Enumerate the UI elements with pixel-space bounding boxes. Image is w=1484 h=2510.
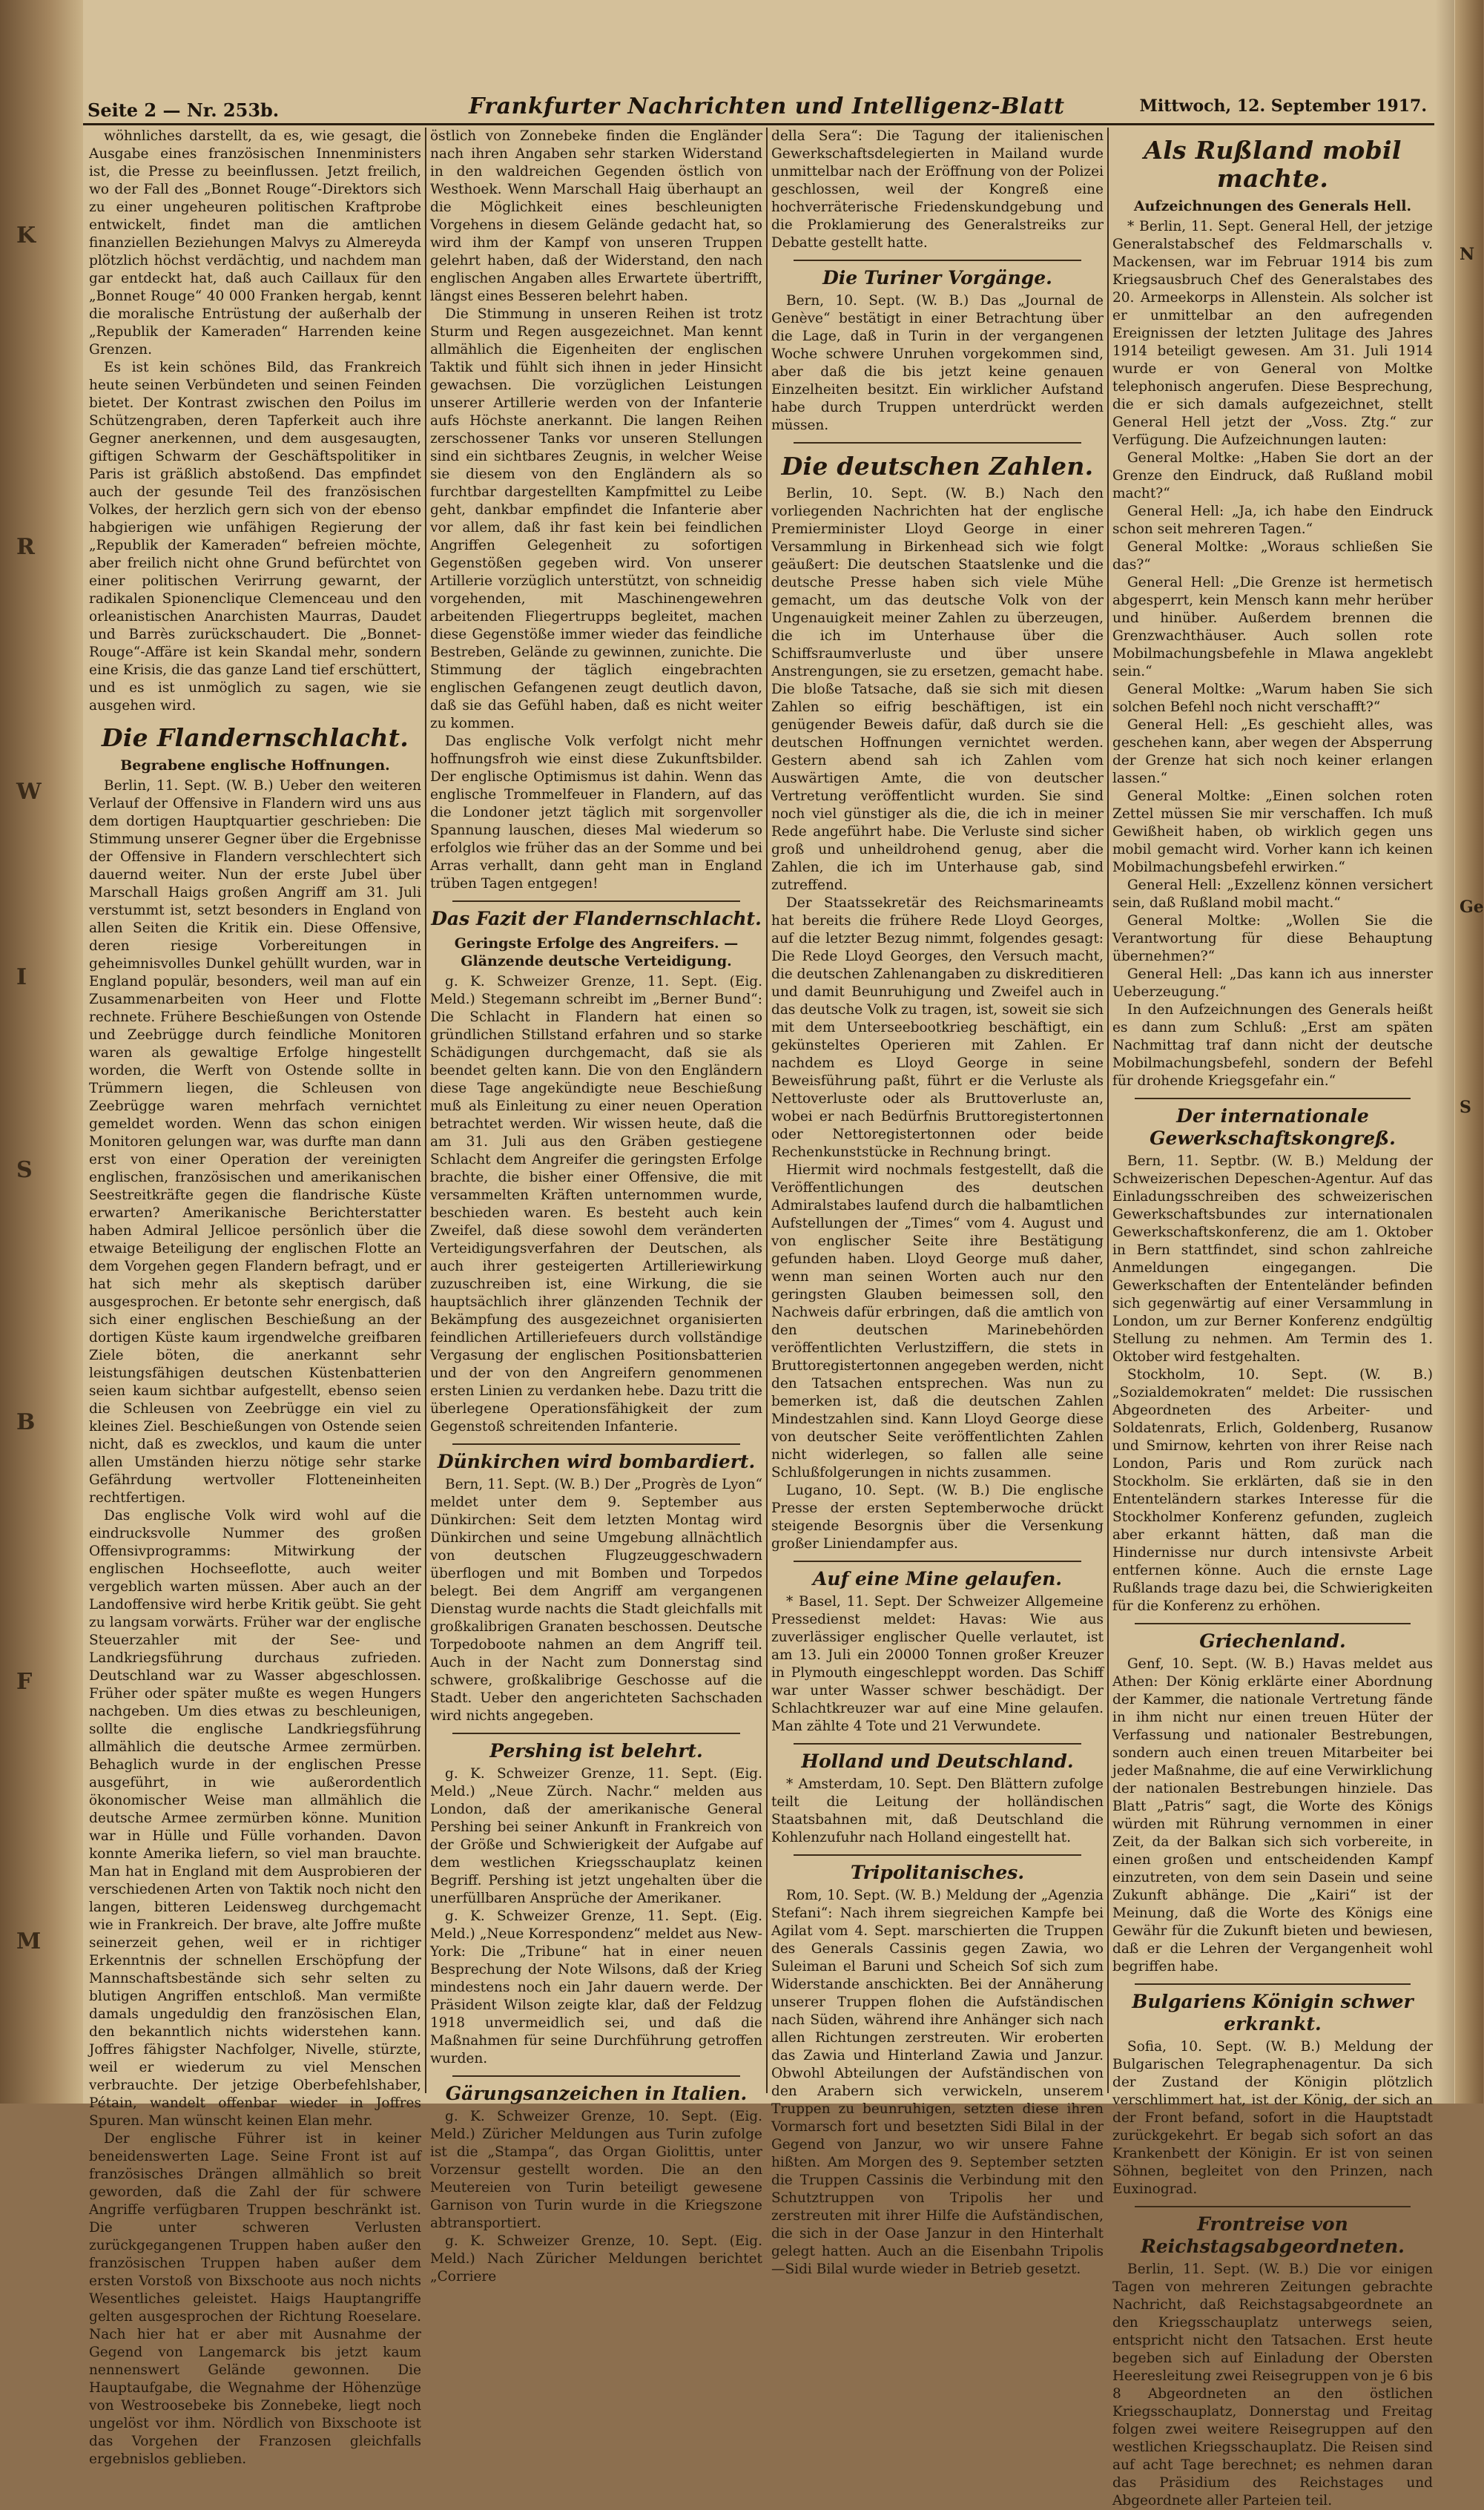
article-paragraph: General Hell: „Das kann ich aus innerster Ueberzeugung.“ <box>1112 966 1433 1000</box>
article-paragraph: Der englische Führer ist in keiner beneidenswerten Lage. Seine Front ist auf französisches Drängen allmählich so breit geworden, daß die Zahl der für schwere Angriffe verfügbaren Truppen beschränkt ist. Die unter schweren Verlusten zurückgegangenen Truppen haben außer den französischen Truppen haben außer dem ersten Vorstoß von Bixschoote aus noch nichts Wesentliches geleistet. Haigs Hauptangriffe gelten ausgesprochen der Richtung Roeselare. Nach hier hat er aber mit Ausnahme der Gegend von Langemarck bis jetzt kaum nennenswert Gelände gewonnen. Die Hauptaufgabe, die Wegnahme der Höhenzüge von Westroosebeke bis Zonnebeke, liegt noch ungelöst vor ihm. Nördlich von Bixschoote ist das Vorgehen der Franzosen gleichfalls ergebnislos geblieben. <box>89 2131 421 2467</box>
article-separator <box>1135 2206 1411 2207</box>
margin-fragment: F <box>16 1669 33 1695</box>
article-paragraph: Rom, 10. Sept. (W. B.) Meldung der „Agenzia Stefani“: Nach ihrem siegreichen Kampfe bei Agilat vom 4. Sept. marschierten die Truppen des Generals Cassinis gegen Zawia, wo Suleiman el Baruni und Scheich Sof sich zum Widerstande anschickten. Bei der Annäherung unserer Truppen flohen die Aufständischen nach Süden, während ihre Anhänger sich nach allen Richtungen zerstreuten. Wir eroberten das Zawia und Hinterland Zawia und Janzur. Obwohl Abteilungen der Aufständischen von den Arabern sich verwickeln, unserem Truppen zu beunruhigen, setzten diese ihren Vormarsch fort und besetzten Sidi Bilal in der Gegend von Janzur, wo wir unsere Fahne hißten. Am Morgen des 9. September setzten die Truppen Cassinis die Verbindung mit den Schutztruppen von Tripolis her und zerstreuten mit ihrer Hilfe die Aufständischen, die sich in der Oase Janzur in den Hinterhalt gelegt hatten. Auch an die Eisenbahn Tripolis—Sidi Bilal wurde wieder in Betrieb gesetzt. <box>771 1888 1104 2277</box>
column-4 <box>1112 128 1433 2509</box>
article-headline: Dünkirchen wird bombardiert. <box>437 1451 756 1472</box>
article-paragraph: Das englische Volk verfolgt nicht mehr hoffnungsfroh wie einst diese Zukunftsbilder. Der englische Optimismus ist dahin. Wenn das englische Trommelfeuer in Flandern, auf das die Londoner jetzt täglich mit sorgenvoller Spannung lauschen, dieses Mal wiederum so erfolglos wie früher das an der Somme und bei Arras verhallt, dann geht man in England trüben Tagen entgegen! <box>430 734 762 892</box>
article-paragraph: General Hell: „Die Grenze ist hermetisch abgesperrt, kein Mensch kann mehr herüber und hinüber. Außerdem brennen die Grenzwachthäuser. Auch sollen rote Mobilmachungsbefehle in Mlawa angeklebt sein.“ <box>1112 575 1433 679</box>
article-paragraph: g. K. Schweizer Grenze, 11. Sept. (Eig. Meld.) Stegemann schreibt im „Berner Bund“: Die Schlacht in Flandern hat einen so gründlichen Stillstand erfahren und so starke Schädigungen durchgemacht, daß sie als beendet gelten kann. Die von den Engländern diese Tage angekündigte neue Beschießung muß als Einleitung zu einer neuen Operation betrachtet werden. Wir wissen heute, daß die am 31. Juli aus den Gräben gestiegene Schlacht dem Angreifer die geringsten Erfolge brachte, die bisher einer Offensive, die mit versammelten Kräften unternommen wurde, beschieden waren. Es besteht auch kein Zweifel, daß diese sowohl dem veränderten Verteidigungsverfahren der Deutschen, als auch ihrer gesteigerten Artilleriewirkung zuzuschreiben ist, eine Wirkung, die sie hauptsächlich ihrer glänzenden Technik der Bekämpfung des ausgezeichnet organisierten feindlichen Artilleriefeuers durch vollständige Vergasung der englischen Positionsbatterien und der von den Angreifern genommenen ersten Linien zu verdanken hebe. Dazu tritt die überlegene Operationsfähigkeit der zum Gegenstoß schreitenden Infanterie. <box>430 974 762 1434</box>
margin-fragment: N <box>1460 245 1475 264</box>
article-headline: Die Flandernschlacht. <box>101 723 409 752</box>
article-separator <box>794 1743 1081 1745</box>
article-headline: Griechenland. <box>1199 1630 1346 1652</box>
article-paragraph: General Moltke: „Warum haben Sie sich solchen Befehl noch nicht verschafft?“ <box>1112 682 1433 715</box>
article-paragraph: g. K. Schweizer Grenze, 11. Sept. (Eig. Meld.) „Neue Zürch. Nachr.“ melden aus London, daß der amerikanische General Pershing bei seiner Ankunft in Frankreich von der Größe und Schwierigkeit der Aufgabe auf dem westlichen Kriegsschauplatz keinen Begriff. Pershing ist jetzt ungehalten über die unerfüllbaren Ansprüche der Amerikaner. <box>430 1766 762 1906</box>
article-headline: Das Fazit der Flandernschlacht. <box>431 908 762 929</box>
article-headline: Bulgariens Königin schwer erkrankt. <box>1132 1991 1414 2035</box>
article-paragraph: Es ist kein schönes Bild, das Frankreich heute seinen Verbündeten und seinen Feinden bietet. Der Kontrast zwischen den Poilus im Schützengraben, deren Tapferkeit auch ihre Gegner anerkennen, und dem ausgesaugten, giftigen Schwarm der Geschäftspolitiker in Paris ist gräßlich abstoßend. Das empfindet auch der gesunde Teil des französischen Volkes, der herzlich gern sich von der ebenso habgierigen wie unfähigen Regierung der „Republik der Kameraden“ befreien möchte, aber freilich nicht ohne Grund befürchtet von einer politischen Verirrung gewarnt, der radikalen Spionenclique Clemenceau und den orleanistischen Anarchisten Maurras, Daudet und Barrès zurückschaudert. Die „Bonnet-Rouge“-Affäre ist kein Skandal mehr, sondern eine Krisis, die das ganze Land tief erschüttert, und es ist unmöglich zu sagen, wie sie ausgehen wird. <box>89 360 421 714</box>
article-paragraph: * Berlin, 11. Sept. General Hell, der jetzige Generalstabschef des Feldmarschalls v. Mackensen, war im Februar 1914 bis zum Kriegsausbruch Chef des Generalstabes des 20. Armeekorps in Allenstein. Als solcher ist er unmittelbar an den aufregenden Ereignissen der letzten Julitage des Jahres 1914 beteiligt gewesen. Am 31. Juli 1914 wurde er von General von Moltke telephonisch angerufen. Diese Besprechung, die er sich damals aufgezeichnet, stellt General Hell jetzt der „Voss. Ztg.“ zur Verfügung. Die Aufzeichnungen lauten: <box>1112 219 1433 448</box>
article-paragraph: Bern, 10. Sept. (W. B.) Das „Journal de Genève“ bestätigt in einer Betrachtung über die Lage, daß in Turin in der vergangenen Woche schwere Unruhen vorgekommen sind, aber daß die bis jetzt keine genauen Einzelheiten besitzt. Ein wirklicher Aufstand habe durch Truppen unterdrückt werden müssen. <box>771 293 1104 433</box>
article-paragraph: Stockholm, 10. Sept. (W. B.) „Sozialdemokraten“ meldet: Die russischen Abgeordneten des Arbeiter- und Soldatenrats, Erlich, Goldenberg, Rusanow und Smirnow, kehrten von ihrer Reise nach London, Paris und Rom zurück nach Stockholm. Sie erklärten, daß sie in den Ententeländern starkes Interesse für die Stockholmer Konferenz gefunden, zugleich aber erkannt hätten, daß man die Hindernisse nur durch intensivste Arbeit entfernen könne. Auch die ernste Lage Rußlands trage dazu bei, die Schwierigkeiten für die Konferenz zu erhöhen. <box>1112 1367 1433 1614</box>
article-separator <box>1135 1098 1411 1099</box>
article-paragraph: General Hell: „Exzellenz können versichert sein, daß Rußland mobil macht.“ <box>1112 877 1433 911</box>
page-number: Seite 2 — Nr. 253b. <box>88 99 280 121</box>
margin-fragment: W <box>16 779 42 805</box>
column-rule <box>1107 128 1109 2093</box>
issue-date: Mittwoch, 12. September 1917. <box>1139 96 1427 116</box>
article-headline: Als Rußland mobil machte. <box>1144 136 1402 193</box>
next-page-edge <box>1455 0 1483 2104</box>
article-paragraph: General Moltke: „Wollen Sie die Verantwortung für diese Behauptung übernehmen?“ <box>1112 913 1433 964</box>
article-paragraph: g. K. Schweizer Grenze, 10. Sept. (Eig. Meld.) Nach Züricher Meldungen berichtet „Corriere <box>430 2233 762 2285</box>
article-separator <box>794 260 1081 261</box>
article-paragraph: Hiermit wird nochmals festgestellt, daß die Veröffentlichungen des deutschen Admiralstabes laufend durch die halbamtlichen Aufstellungen der „Times“ vom 4. August und von englischer Seite ihre Bestätigung gefunden haben. Lloyd George muß daher, wenn man seinen Worten auch nur den geringsten Glauben beimessen soll, den Nachweis dafür erbringen, daß die amtlich von den deutschen Marinebehörden veröffentlichten Verlustziffern, die stets in Bruttoregistertonnen angegeben werden, nicht den Tatsachen entsprechen. Was nun zu bemerken ist, daß die deutschen Zahlen Mindestzahlen sind. Kann Lloyd George diese von deutscher Seite veröffentlichten Zahlen nicht widerlegen, so fallen alle seine Schlußfolgerungen in nichts zusammen. <box>771 1162 1104 1480</box>
margin-fragment: M <box>16 1928 42 1954</box>
article-headline: Auf eine Mine gelaufen. <box>813 1568 1062 1590</box>
article-separator <box>452 2075 740 2077</box>
article-headline: Die deutschen Zahlen. <box>781 452 1094 481</box>
article-subheadline: Geringste Erfolge des Angreifers. — Glänzende deutsche Verteidigung. <box>454 935 739 969</box>
article-paragraph: Der Staatssekretär des Reichsmarineamts hat bereits die frühere Rede Lloyd Georges, auf die letzter Bezug nimmt, folgendes gesagt: Die Rede Lloyd Georges, den Versuch macht, die deutschen Zahlenangaben zu diskreditieren und damit Beunruhigung und Zweifel auch in das deutsche Volk zu tragen, ist, soweit sie sich mit dem Unterseebootkrieg beschäftigt, ein gekünsteltes Operieren mit Zahlen. Er nachdem es Lloyd George in seine Beweisführung paßt, führt er die Verluste als Nettoverluste oder als Bruttoverluste an, wobei er nach Bedürfnis Bruttoregistertonnen oder Nettoregistertonnen oder beide Rechenkunststücke in Rechnung bringt. <box>771 895 1104 1160</box>
article-separator <box>1135 1623 1411 1624</box>
article-paragraph: Bern, 11. Sept. (W. B.) Der „Progrès de Lyon“ meldet unter dem 9. September aus Dünkirchen: Seit dem letzten Montag wird Dünkirchen und seine Umgebung allnächtlich von deutschen Flugzeuggeschwadern überflogen und mit Bomben und Torpedos belegt. Bei dem Angriff am vergangenen Dienstag wurde nachts die Stadt gleichfalls mit großkalibrigen Granaten beschossen. Deutsche Torpedoboote nahmen an dem Angriff teil. Auch in der Nacht zum Donnerstag sind schwere, großkalibrige Geschosse auf die Stadt. Ueber den angerichteten Sachschaden wird nichts angegeben. <box>430 1477 762 1724</box>
article-paragraph: Lugano, 10. Sept. (W. B.) Die englische Presse der ersten Septemberwoche drückt steigende Besorgnis über die Versenkung großer Liniendampfer aus. <box>771 1483 1104 1552</box>
article-paragraph: General Moltke: „Einen solchen roten Zettel müssen Sie mir verschaffen. Ich muß Gewißheit haben, ob wirklich gegen uns mobil gemacht wird. Vorher kann ich keinen Mobilmachungsbefehl erwirken.“ <box>1112 788 1433 875</box>
margin-fragment: K <box>16 223 36 248</box>
column-rule <box>766 128 768 2093</box>
article-headline: Frontreise von Reichstagsabgeordneten. <box>1141 2213 1405 2257</box>
column-1 <box>89 128 421 2467</box>
article-paragraph: General Hell: „Ja, ich habe den Eindruck schon seit mehreren Tagen.“ <box>1112 504 1433 537</box>
article-separator <box>1135 1983 1411 1985</box>
article-paragraph: * Basel, 11. Sept. Der Schweizer Allgemeine Pressedienst meldet: Havas: Wie aus zuverlässiger englischer Quelle verlautet, ist am 13. Juli ein 20000 Tonnen großer Kreuzer in Plymouth eingeschleppt worden. Das Schiff war unter Wasser schwer beschädigt. Der Schlachtkreuzer war auf eine Mine gelaufen. Man zählte 4 Tote und 21 Verwundete. <box>771 1594 1104 1734</box>
article-headline: Holland und Deutschland. <box>801 1750 1074 1772</box>
article-headline: Der internationale Gewerkschaftskongreß. <box>1150 1105 1396 1149</box>
page-fold-shadow <box>1435 0 1454 2104</box>
article-paragraph: In den Aufzeichnungen des Generals heißt es dann zum Schluß: „Erst am späten Nachmittag traf dann nicht der deutsche Mobilmachungsbefehl, sondern der Befehl für drohende Kriegsgefahr ein.“ <box>1112 1002 1433 1089</box>
previous-page-edge <box>0 0 83 2104</box>
column-3 <box>771 128 1104 2277</box>
header-rule <box>83 123 1434 125</box>
page-header <box>83 89 1434 126</box>
article-paragraph: Berlin, 11. Sept. (W. B.) Ueber den weiteren Verlauf der Offensive in Flandern wird uns aus dem dortigen Hauptquartier geschrieben: Die Stimmung unserer Gegner über die Ergebnisse der Offensive in Flandern verschlechtert sich dauernd weiter. Nun der erste Jubel über Marschall Haigs großen Angriff am 31. Juli verstummt ist, setzt besonders in England von allen Seiten die Kritik ein. Diese Offensive, deren riesige Vorbereitungen in geheimnisvolles Dunkel gehüllt wurden, war in England populär, besonders, weil man auf ein Zusammenarbeiten von Heer und Flotte rechnete. Frühere Beschießungen von Ostende und Zeebrügge durch feindliche Monitoren waren als gewaltige Erfolge hingestellt worden, die Werft von Ostende sollte in Trümmern liegen, die Schleusen von Zeebrügge waren mehrfach vernichtet gemeldet worden. Wenn das schon einigen Monitoren gelungen war, was durfte man dann erst von einer Operation der vereinigten englischen, französischen und amerikanischen Seestreitkräfte gegen die flandrische Küste erwarten? Amerikanische Berichterstatter haben Admiral Jellicoe persönlich über die etwaige Beteiligung der englischen Flotte an dem Vorgehen gegen Flandern befragt, und er hat sich mehr als skeptisch darüber ausgesprochen. Er betonte sehr energisch, daß sich einer englischen Beschießung an der dortigen Küste kaum irgendwelche greifbaren Ziele böten, die anerkannt sehr leistungsfähigen deutschen Küstenbatterien seien kaum sichtbar aufgestellt, ebenso seien die Schleusen von Zeebrügge ein viel zu kleines Ziel. Beschießungen von Ostende seien nicht, daß es zwecklos, und kaum die unter allen Umständen hierzu nötige sehr starke Gefährdung wertvoller Flotteneinheiten rechtfertigen. <box>89 778 421 1506</box>
article-paragraph: Das englische Volk wird wohl auf die eindrucksvolle Nummer des großen Offensivprogramms: Mitwirkung der englischen Hochseeflotte, auch weiter vergeblich warten müssen. Aber auch an der Landoffensive wird herbe Kritik geübt. Sie geht zu langsam vorwärts. Früher war der englische Steuerzahler mit der See- und Landkriegsführung durchaus zufrieden. Deutschland war zu Wasser abgeschlossen. Früher oder später mußte es wegen Hungers nachgeben. Um dies etwas zu beschleunigen, sollte die englische Landkriegsführung allmählich die deutsche Armee zermürben. Behaglich wurde in der englischen Presse ausgeführt, in wie außerordentlich ökonomischer Weise man allmählich die deutsche Armee zermürben könne. Munition war in Hülle und Fülle vorhanden. Davon konnte Amerika liefern, so viel man brauchte. Man hat in England mit dem Ausprobieren der verschiedenen Arten von Taktik noch nicht den langen, bitteren Leidensweg durchgemacht wie in Frankreich. Der brave, alte Joffre mußte seinerzeit gehen, weil er in richtiger Erkenntnis der schnellen Erschöpfung der Mannschaftsbestände sich sehr selten zu blutigen Angriffen entschloß. Man vermißte damals ungeduldig den französischen Elan, den bekanntlich nichts widerstehen kann. Joffres fähigster Nachfolger, Nivelle, stürzte, weil er wiederum zu viel Menschen verbrauchte. Der jetzige Oberbefehlshaber, Pétain, wandelt offenbar wieder in Joffres Spuren. Man wünscht keinen Elan mehr. <box>89 1508 421 2129</box>
article-headline: Die Turiner Vorgänge. <box>822 267 1052 289</box>
margin-fragment: Ge <box>1460 897 1484 917</box>
article-paragraph: Berlin, 10. Sept. (W. B.) Nach den vorliegenden Nachrichten hat der englische Premierminister Lloyd George in einer Versammlung in Birkenhead sich wie folgt geäußert: Die deutschen Staatslenke und die deutsche Presse haben sich viele Mühe gemacht, um das deutsche Volk von der Ungenauigkeit meiner Zahlen zu überzeugen, die ich im Unterhause über die Schiffsraumverluste und über unsere Anstrengungen, sie zu ersetzen, gemacht habe. Die bloße Tatsache, daß sie sich mit diesen Zahlen so eifrig beschäftigen, ist ein genügender Beweis dafür, daß durch sie die deutschen Hoffnungen vernichtet werden. Gestern abend sah ich Zahlen vom Auswärtigen Amte, die von deutscher Vertretung veröffentlicht wurden. Sie sind noch viel günstiger als die, die ich in meiner Rede angeführt habe. Die Verluste sind sicher groß und unheildrohend genug, aber die Zahlen, die ich im Unterhause gab, sind zutreffend. <box>771 486 1104 893</box>
article-paragraph: östlich von Zonnebeke finden die Engländer nach ihren Angaben sehr starken Widerstand in den waldreichen Gegenden östlich von Westhoek. Wenn Marschall Haig überhaupt an die Möglichkeit eines beschleunigten Vorgehens in diesem Gelände gedacht hat, so wird ihm der Kampf von unseren Truppen gelehrt haben, daß der Widerstand, den nach englischen Angaben alles Erwartete übertrifft, längst eines Besseren belehrt haben. <box>430 128 762 304</box>
article-paragraph: g. K. Schweizer Grenze, 10. Sept. (Eig. Meld.) Züricher Meldungen aus Turin zufolge ist die „Stampa“, das Organ Giolittis, unter Vorzensur gestellt worden. Die an den Meutereien von Turin beteiligt gewesene Garnison von Turin wurde in die Kriegszone abtransportiert. <box>430 2109 762 2231</box>
article-separator <box>794 442 1081 444</box>
article-subheadline: Begrabene englische Hoffnungen. <box>120 757 390 774</box>
newspaper-title: Frankfurter Nachrichten und Intelligenz-Blatt <box>469 93 1065 119</box>
article-paragraph: Sofia, 10. Sept. (W. B.) Meldung der Bulgarischen Telegraphenagentur. Da sich der Zustand der Königin plötzlich verschlimmert hat, ist der König, der sich an der Front befand, sofort in die Hauptstadt zurückgekehrt. Er begab sich sofort an das Krankenbett der Königin. Er ist von seinen Söhnen, begleitet von den Prinzen, nach Euxinograd. <box>1112 2039 1433 2197</box>
column-rule <box>425 128 426 2093</box>
article-paragraph: wöhnliches darstellt, da es, wie gesagt, die Ausgabe eines französischen Innenministers ist, die Presse zu beeinflussen. Jetzt freilich, wo der Fall des „Bonnet Rouge“-Direktors sich zu einer ungeheuren politischen Kraftprobe entwickelt, findet man die amtlichen finanziellen Beziehungen Malvys zu Almereyda plötzlich höchst verdächtig, und nachdem man gar entdeckt hat, daß auch Caillaux für den „Bonnet Rouge“ 40 000 Franken hergab, kennt die moralische Entrüstung der außerhalb der „Republik der Kameraden“ Harrenden keine Grenzen. <box>89 128 421 358</box>
article-paragraph: della Sera“: Die Tagung der italienischen Gewerkschaftsdelegierten in Mailand wurde unmittelbar nach der Eröffnung von der Polizei geschlossen, weil der Kongreß eine hochverräterische Friedenskundgebung und die Proklamierung des Generalstreiks zur Debatte gestellt hatte. <box>771 128 1104 251</box>
article-separator <box>452 1733 740 1734</box>
article-paragraph: General Hell: „Es geschieht alles, was geschehen kann, aber wegen der Absperrung der Grenze hat sich noch keiner erlangen lassen.“ <box>1112 717 1433 786</box>
article-headline: Tripolitanisches. <box>850 1862 1025 1883</box>
article-paragraph: Genf, 10. Sept. (W. B.) Havas meldet aus Athen: Der König erklärte einer Abordnung der Kammer, die nationale Vertretung fände in ihm nicht nur einen treuen Hüter der Verfassung und nationaler Bestrebungen, sondern auch einen treuen Mitarbeiter bei jeder Maßnahme, die auf eine Verwirklichung der nationalen Bestrebungen hinziele. Das Blatt „Patris“ sagt, die Worte des Königs würden mit Rührung vernommen in einer Zeit, da der Balkan sich sich vorbereite, in einen großen und entscheidenden Kampf einzutreten, von dem sein Dasein und seine Zukunft abhänge. Die „Kairi“ ist der Meinung, daß die Worte des Königs eine Gewähr für die Zukunft bieten und bewiesen, daß er die Lehren der Vergangenheit wohl begriffen habe. <box>1112 1656 1433 1974</box>
article-separator <box>794 1561 1081 1562</box>
article-paragraph: General Moltke: „Woraus schließen Sie das?“ <box>1112 539 1433 573</box>
article-paragraph: Die Stimmung in unseren Reihen ist trotz Sturm und Regen ausgezeichnet. Man kennt allmählich die Eigenheiten der englischen Taktik und fühlt sich ihnen in jeder Hinsicht gewachsen. Die vorzüglichen Leistungen unserer Artillerie werden von der Infanterie aufs Höchste anerkannt. Die langen Reihen zerschossener Tanks vor unseren Stellungen sind ein sichtbares Zeugnis, in welcher Weise sie diesem von den Engländern als so furchtbar dargestellten Kampfmittel zu Leibe geht, dankbar empfindet die Infanterie aber vor allem, daß ihr fast kein bei feindlichen Angriffen Gelegenheit zu sofortigen Gegenstößen gegeben wird. Von unserer Artillerie vorzüglich unterstützt, von schneidig vorgehenden, mit Maschinengewehren arbeitenden Fliegertrupps begleitet, machen diese Gegenstöße immer wieder das feindliche Bestreben, Gelände zu gewinnen, zunichte. Die Stimmung der täglich eingebrachten englischen Gefangenen zeugt deutlich davon, daß sie das Gefühl haben, daß es nicht weiter zu kommen. <box>430 306 762 731</box>
margin-fragment: I <box>16 964 27 990</box>
margin-fragment: B <box>16 1409 36 1435</box>
article-paragraph: Berlin, 11. Sept. (W. B.) Die vor einigen Tagen von mehreren Zeitungen gebrachte Nachricht, daß Reichstagsabgeordnete an den Kriegsschauplatz unterwegs seien, entspricht nicht den Tatsachen. Erst heute begeben sich auf Einladung der Obersten Heeresleitung zwei Reisegruppen von je 6 bis 8 Abgeordneten an den östlichen Kriegsschauplatz, Donnerstag und Freitag folgen zwei weitere Reisegruppen auf den westlichen Kriegsschauplatz. Die Reisen sind auf acht Tage berechnet; es nehmen daran das Präsidium des Reichstages und Abgeordnete aller Parteien teil. <box>1112 2262 1433 2509</box>
article-headline: Gärungsanzeichen in Italien. <box>445 2083 748 2104</box>
article-separator <box>452 900 740 902</box>
margin-fragment: R <box>16 534 35 560</box>
article-paragraph: g. K. Schweizer Grenze, 11. Sept. (Eig. Meld.) „Neue Korrespondenz“ meldet aus New-York: Die „Tribune“ hat in einer neuen Besprechung der Note Wilsons, daß der Krieg mindestens noch ein Jahr dauern werde. Der Präsident Wilson zeigte klar, daß der Feldzug 1918 unvermeidlich sei, und daß die Maßnahmen für seine Durchführung getroffen wurden. <box>430 1908 762 2066</box>
article-paragraph: * Amsterdam, 10. Sept. Den Blättern zufolge teilt die Leitung der holländischen Staatsbahnen mit, daß Deutschland die Kohlenzufuhr nach Holland eingestellt hat. <box>771 1776 1104 1845</box>
article-paragraph: Bern, 11. Septbr. (W. B.) Meldung der Schweizerischen Depeschen-Agentur. Auf das Einladungsschreiben des schweizerischen Gewerkschaftsbundes zur internationalen Gewerkschaftskonferenz, die am 1. Oktober in Bern stattfindet, sind schon zahlreiche Anmeldungen eingegangen. Die Gewerkschaften der Ententeländer befinden sich gegenwärtig auf einer Versammlung in London, um zur Berner Konferenz endgültig Stellung zu nehmen. Am Termin des 1. Oktober wird festgehalten. <box>1112 1153 1433 1365</box>
article-headline: Pershing ist belehrt. <box>489 1740 703 1762</box>
margin-fragment: S <box>16 1157 33 1183</box>
article-paragraph: General Moltke: „Haben Sie dort an der Grenze den Eindruck, daß Rußland mobil macht?“ <box>1112 450 1433 501</box>
article-subheadline: Aufzeichnungen des Generals Hell. <box>1133 198 1412 214</box>
column-2 <box>430 128 762 2285</box>
margin-fragment: S <box>1460 1098 1471 1117</box>
article-separator <box>452 1443 740 1445</box>
article-separator <box>794 1854 1081 1856</box>
